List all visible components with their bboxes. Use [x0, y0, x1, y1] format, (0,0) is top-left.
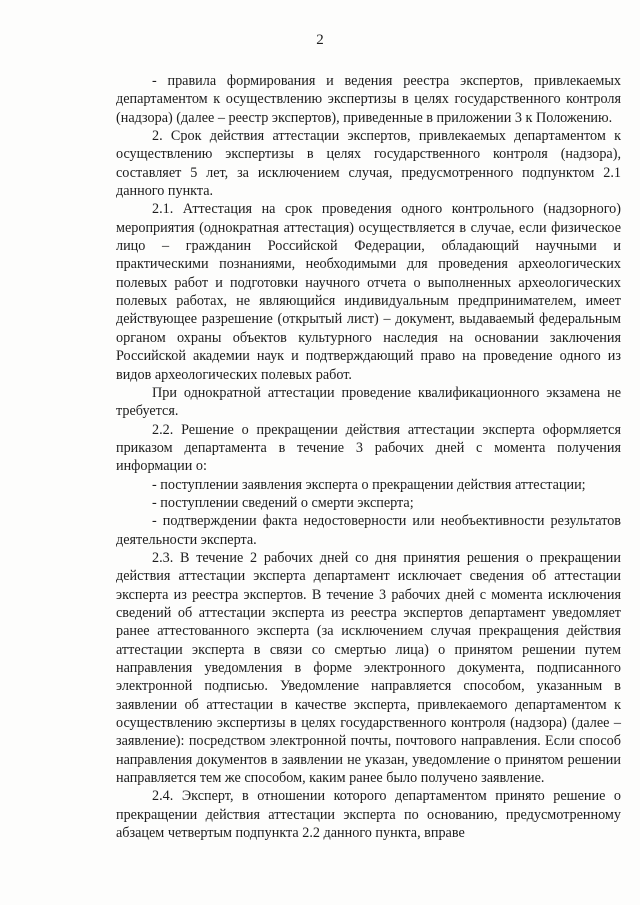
paragraph-2-1: 2.1. Аттестация на срок проведения одного контрольного (надзорного) мероприятия (однократная аттестация) осуществляется в случае, если физическое лицо – гражданин Российской Федерации, обладающий научными и практическими познаниями, необходимыми для проведения археологических полевых работ и подготовки научного отчета о выполненных археологических полевых работах, не являющийся индивидуальным предпринимателем, имеет действующее разрешение (открытый лист) – документ, выдаваемый федеральным органом охраны объектов культурного наследия на основании заключения Российской академии наук и подтверждающий право на проведение одного из видов археологических полевых работ. [116, 201, 621, 383]
list-item-death: - поступлении сведений о смерти эксперта; [152, 494, 414, 511]
paragraph-2-3: 2.3. В течение 2 рабочих дней со дня принятия решения о прекращении действия аттестации эксперта департамент исключает сведения об аттестации эксперта из реестра экспертов. В течение 3 рабочих дней с момента исключения сведений об аттестации эксперта из реестра экспертов департамент уведомляет ранее аттестованного эксперта (за исключением случая прекращения действия аттестации эксперта в связи со смертью лица) о принятом решении путем направления уведомления в форме электронного документа, подписанного электронной подписью. Уведомление направляется способом, указанным в заявлении об аттестации в качестве эксперта, привлекаемого департаментом к осуществлению экспертизы в целях государственного контроля (надзора) (далее – заявление): посредством электронной почты, почтового направления. Если способ направления документов в заявлении не указан, уведомление о принятом решении направляется тем же способом, каким ранее было получено заявление. [116, 549, 621, 787]
paragraph-2: 2. Срок действия аттестации экспертов, привлекаемых департаментом к осуществлению экспертизы в целях государственного контроля (надзора), составляет 5 лет, за исключением случая, предусмотренного подпунктом 2.1 данного пункта. [116, 128, 621, 200]
paragraph-single-attestation-exam: При однократной аттестации проведение квалификационного экзамена не требуется. [116, 384, 621, 420]
paragraph-2-4: 2.4. Эксперт, в отношении которого департаментом принято решение о прекращении действия аттестации эксперта по основанию, предусмотренному абзацем четвертым подпункта 2.2 данного пункта, вправе [116, 788, 621, 842]
paragraph-registry-rules: - правила формирования и ведения реестра экспертов, привлекаемых департаментом к осуществлению экспертизы в целях государственного контроля (надзора) (далее – реестр экспертов), приведенные в приложении 3 к Положению. [116, 73, 621, 126]
page-number: 2 [316, 32, 324, 48]
list-item-unreliability: - подтверждении факта недостоверности или необъективности результатов деятельности эксперта. [116, 513, 621, 548]
paragraph-2-2: 2.2. Решение о прекращении действия аттестации эксперта оформляется приказом департамента в течение 3 рабочих дней с момента получения информации о: [116, 421, 621, 475]
document-body [116, 72, 621, 842]
list-item-application: - поступлении заявления эксперта о прекращении действия аттестации; [152, 476, 586, 493]
